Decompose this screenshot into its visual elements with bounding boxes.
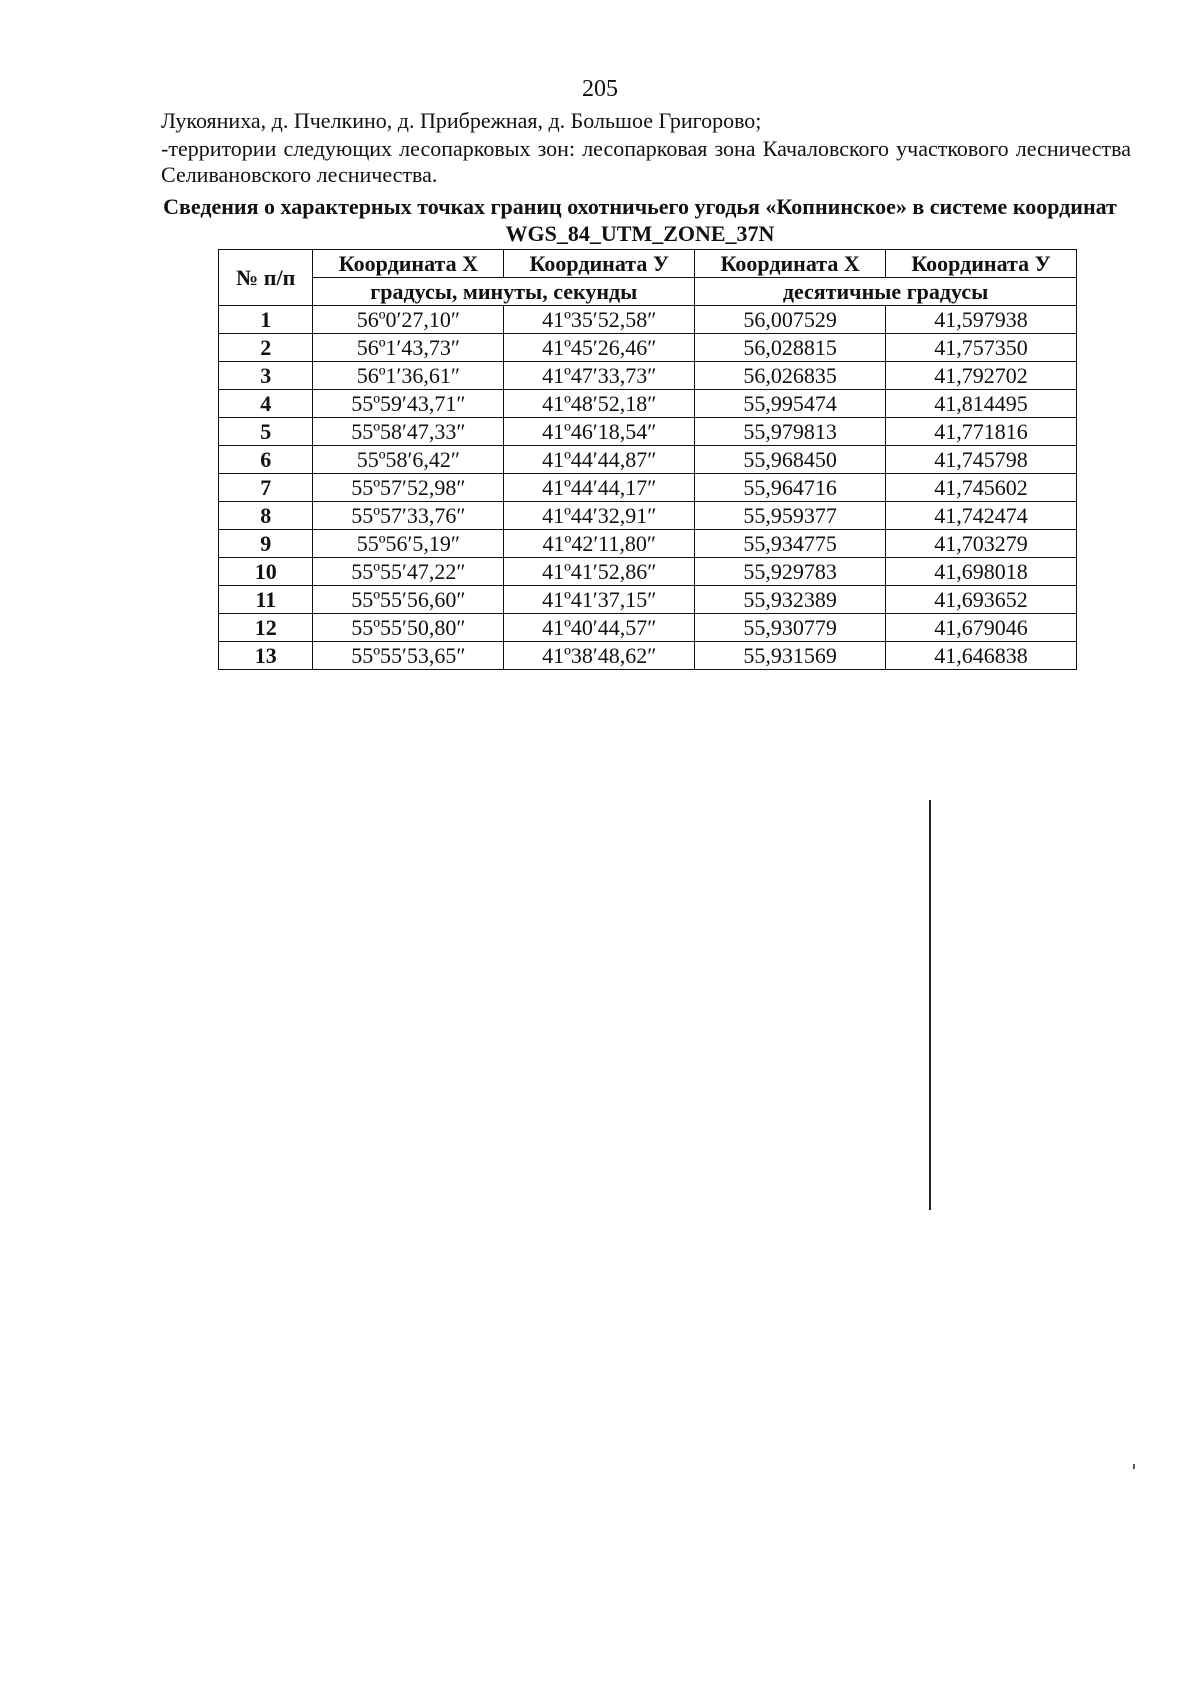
cell-y-dms: 41º41′52,86″ (504, 558, 695, 586)
table-row (219, 614, 1077, 642)
table-row (219, 306, 1077, 334)
table-row (219, 362, 1077, 390)
subheader-decimal: десятичные градусы (695, 278, 1077, 306)
cell-x-dms: 55º56′5,19″ (313, 530, 504, 558)
cell-x-decimal: 55,932389 (695, 586, 886, 614)
cell-number: 2 (219, 334, 313, 362)
cell-y-decimal: 41,745798 (886, 446, 1077, 474)
cell-y-decimal: 41,792702 (886, 362, 1077, 390)
cell-y-dms: 41º41′37,15″ (504, 586, 695, 614)
cell-x-dms: 55º55′50,80″ (313, 614, 504, 642)
cell-number: 12 (219, 614, 313, 642)
cell-y-dms: 41º40′44,57″ (504, 614, 695, 642)
header-x-decimal: Координата X (695, 250, 886, 278)
cell-y-dms: 41º46′18,54″ (504, 418, 695, 446)
table-row (219, 390, 1077, 418)
cell-x-decimal: 55,959377 (695, 502, 886, 530)
header-y-decimal: Координата У (886, 250, 1077, 278)
cell-y-decimal: 41,814495 (886, 390, 1077, 418)
cell-number: 9 (219, 530, 313, 558)
table-subheader-row (219, 278, 1077, 306)
table-row (219, 586, 1077, 614)
table-row (219, 418, 1077, 446)
cell-y-decimal: 41,742474 (886, 502, 1077, 530)
cell-x-decimal: 55,968450 (695, 446, 886, 474)
table-row (219, 474, 1077, 502)
cell-x-decimal: 55,931569 (695, 642, 886, 670)
cell-x-decimal: 56,028815 (695, 334, 886, 362)
cell-y-decimal: 41,597938 (886, 306, 1077, 334)
paragraph-line-1: Лукояниха, д. Пчелкино, д. Прибрежная, д. Большое Григорово; (161, 108, 762, 133)
cell-y-decimal: 41,703279 (886, 530, 1077, 558)
cell-y-decimal: 41,745602 (886, 474, 1077, 502)
cell-x-dms: 55º55′53,65″ (313, 642, 504, 670)
table-header-row (219, 250, 1077, 278)
table-row (219, 334, 1077, 362)
cell-y-dms: 41º47′33,73″ (504, 362, 695, 390)
cell-number: 6 (219, 446, 313, 474)
table-row (219, 502, 1077, 530)
cell-x-dms: 55º58′6,42″ (313, 446, 504, 474)
cell-x-dms: 56º0′27,10″ (313, 306, 504, 334)
scan-vertical-line (929, 800, 931, 1210)
cell-x-decimal: 55,934775 (695, 530, 886, 558)
cell-x-decimal: 56,026835 (695, 362, 886, 390)
coordinates-table (218, 249, 1077, 670)
cell-y-dms: 41º35′52,58″ (504, 306, 695, 334)
cell-x-dms: 55º59′43,71″ (313, 390, 504, 418)
table-row (219, 642, 1077, 670)
cell-x-dms: 55º58′47,33″ (313, 418, 504, 446)
cell-y-dms: 41º44′44,17″ (504, 474, 695, 502)
cell-x-dms: 55º57′52,98″ (313, 474, 504, 502)
cell-number: 3 (219, 362, 313, 390)
cell-y-decimal: 41,679046 (886, 614, 1077, 642)
cell-x-dms: 56º1′43,73″ (313, 334, 504, 362)
cell-number: 8 (219, 502, 313, 530)
cell-x-decimal: 56,007529 (695, 306, 886, 334)
cell-y-dms: 41º48′52,18″ (504, 390, 695, 418)
header-x-dms: Координата X (313, 250, 504, 278)
table-row (219, 530, 1077, 558)
page-number: 205 (582, 76, 618, 102)
table-row (219, 558, 1077, 586)
cell-number: 10 (219, 558, 313, 586)
cell-x-dms: 55º55′47,22″ (313, 558, 504, 586)
cell-x-decimal: 55,929783 (695, 558, 886, 586)
subheader-dms: градусы, минуты, секунды (313, 278, 695, 306)
cell-number: 11 (219, 586, 313, 614)
cell-number: 4 (219, 390, 313, 418)
cell-y-dms: 41º44′44,87″ (504, 446, 695, 474)
cell-x-decimal: 55,995474 (695, 390, 886, 418)
cell-y-dms: 41º45′26,46″ (504, 334, 695, 362)
cell-y-decimal: 41,646838 (886, 642, 1077, 670)
table-body (219, 306, 1077, 670)
header-number: № п/п (219, 250, 313, 306)
cell-x-decimal: 55,964716 (695, 474, 886, 502)
cell-x-decimal: 55,979813 (695, 418, 886, 446)
cell-number: 7 (219, 474, 313, 502)
cell-y-decimal: 41,757350 (886, 334, 1077, 362)
paragraph-line-2: -территории следующих лесопарковых зон: лесопарковая зона Качаловского участкового лесничества Селивановского лесничества. (161, 136, 1131, 187)
cell-y-decimal: 41,693652 (886, 586, 1077, 614)
cell-x-dms: 56º1′36,61″ (313, 362, 504, 390)
cell-number: 1 (219, 306, 313, 334)
cell-y-dms: 41º38′48,62″ (504, 642, 695, 670)
scan-speck (1133, 1464, 1135, 1469)
cell-x-dms: 55º55′56,60″ (313, 586, 504, 614)
table-heading: Сведения о характерных точках границ охотничьего угодья «Копнинское» в системе координат WGS_84_UTM_ZONE_37N (163, 194, 1117, 246)
cell-number: 13 (219, 642, 313, 670)
cell-y-dms: 41º42′11,80″ (504, 530, 695, 558)
cell-number: 5 (219, 418, 313, 446)
cell-y-decimal: 41,698018 (886, 558, 1077, 586)
cell-x-decimal: 55,930779 (695, 614, 886, 642)
cell-y-decimal: 41,771816 (886, 418, 1077, 446)
cell-x-dms: 55º57′33,76″ (313, 502, 504, 530)
table-row (219, 446, 1077, 474)
cell-y-dms: 41º44′32,91″ (504, 502, 695, 530)
header-y-dms: Координата У (504, 250, 695, 278)
